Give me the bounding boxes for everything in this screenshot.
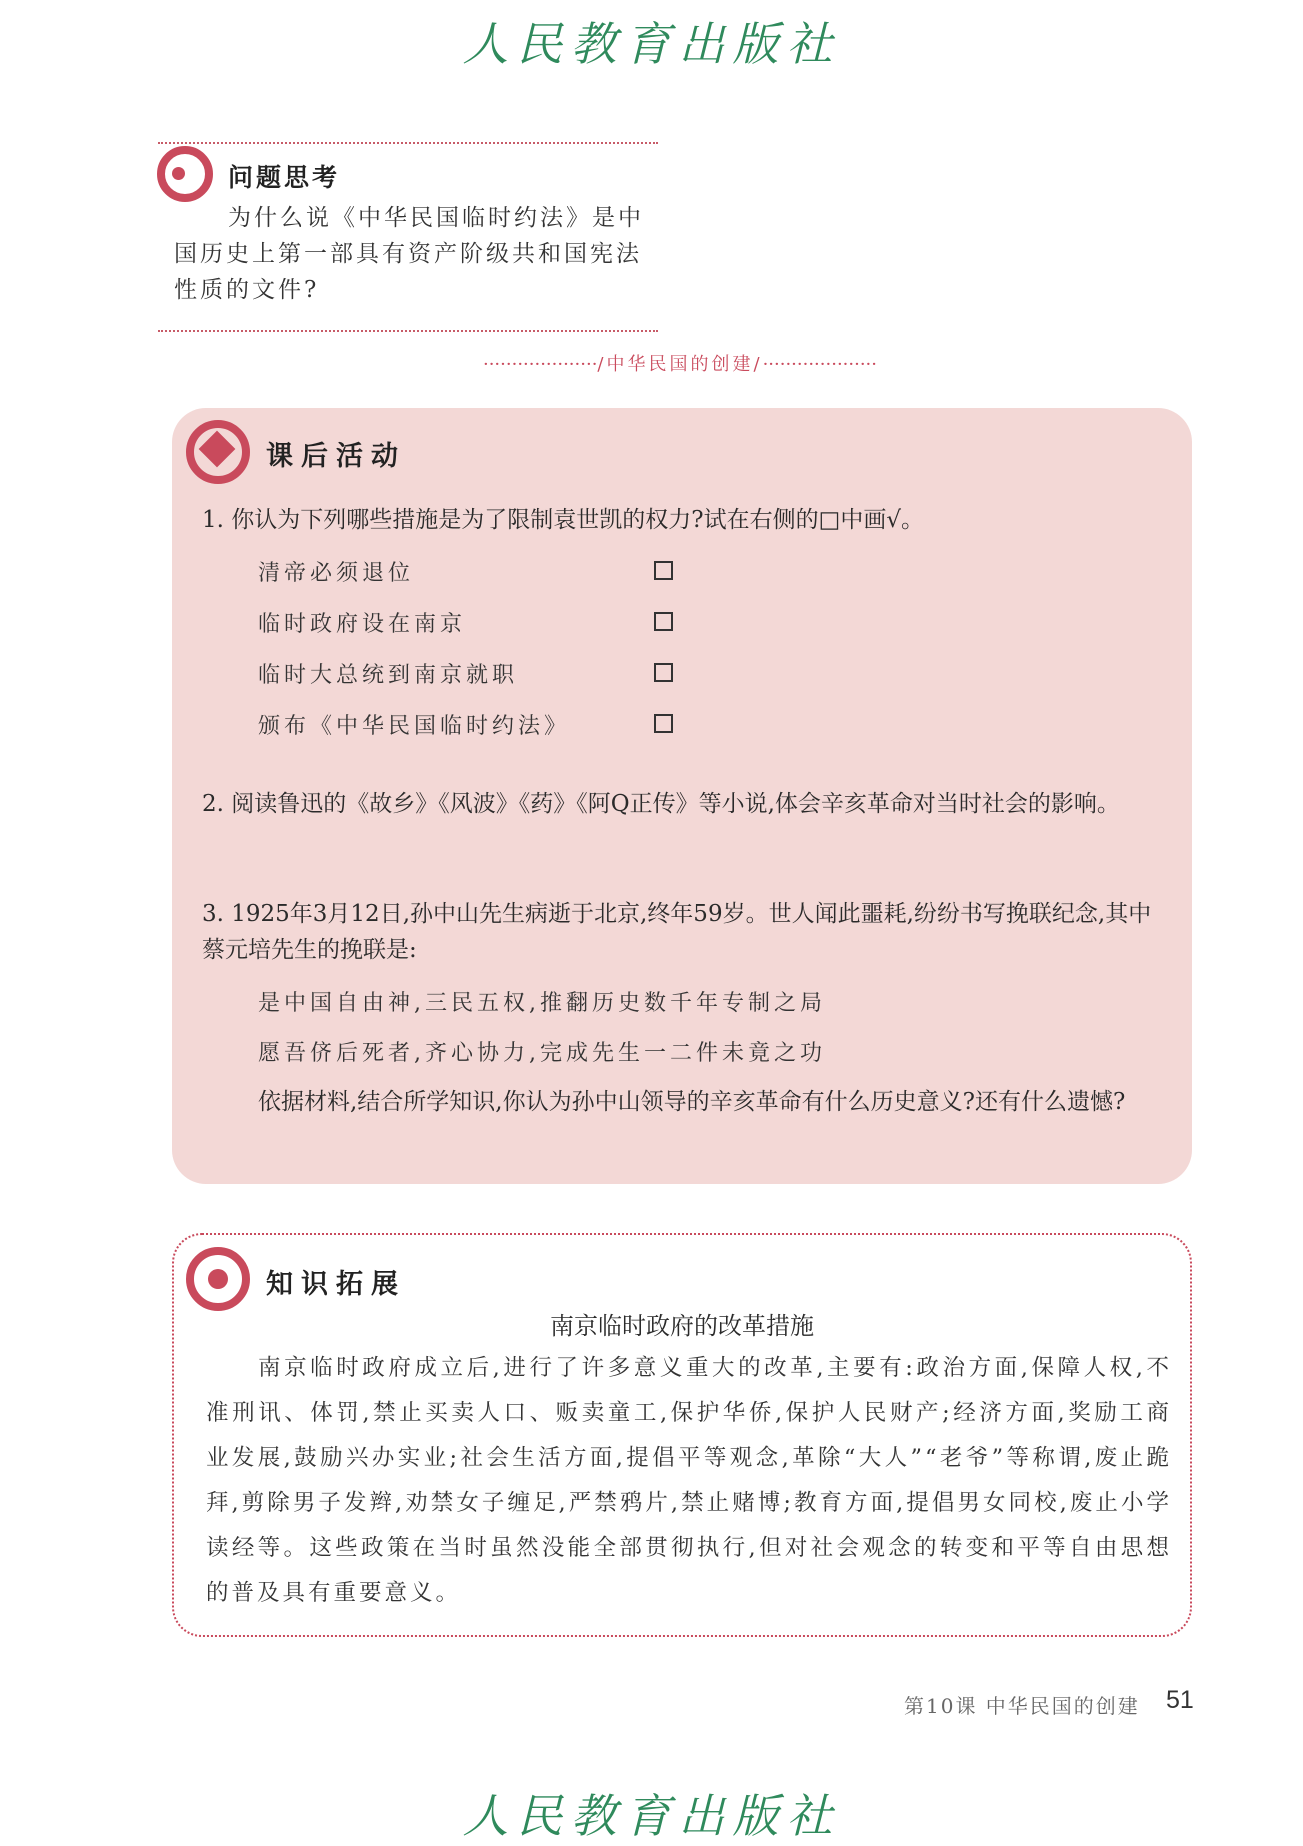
divider-dots-right: ···················· — [762, 354, 877, 375]
publisher-logo-top: 人民教育出版社 — [462, 17, 841, 71]
lesson-label: 第10课 中华民国的创建 — [904, 1694, 1140, 1718]
question-1: 1. 你认为下列哪些措施是为了限制袁世凯的权力?试在右侧的□中画√。 — [202, 507, 924, 533]
option-item: 临时政府设在南京 — [258, 612, 467, 637]
question-title: 问题思考 — [228, 163, 341, 192]
divider-dots-left: ···················· — [482, 354, 598, 375]
activity-icon — [186, 420, 250, 484]
option-checkbox[interactable] — [654, 612, 673, 631]
knowledge-subtitle: 南京临时政府的改革措施 — [550, 1312, 814, 1340]
option-checkbox[interactable] — [654, 714, 673, 733]
knowledge-icon — [186, 1247, 250, 1311]
option-item: 临时大总统到南京就职 — [258, 663, 519, 688]
section-divider — [420, 350, 940, 376]
option-checkbox[interactable] — [654, 663, 673, 682]
question-text: 为什么说《中华民国临时约法》是中国历史上第一部具有资产阶级共和国宪法性质的文件? — [174, 205, 644, 303]
knowledge-text: 南京临时政府成立后,进行了许多意义重大的改革,主要有:政治方面,保障人权,不准刑讯、体罚,禁止买卖人口、贩卖童工,保护华侨,保护人民财产;经济方面,奖励工商业发展,鼓励兴办实业;社会生活方面,提倡平等观念,革除“大人”“老爷”等称谓,废止跪拜,剪除男子发辫,劝禁女子缠足,严禁鸦片,禁止赌博;教育方面,提倡男女同校,废止小学读经等。这些政策在当时虽然没能全部贯彻执行,但对社会观念的转变和平等自由思想的普及具有重要意义。 — [206, 1355, 1172, 1606]
publisher-logo-bottom: 人民教育出版社 — [462, 1789, 841, 1843]
question-3-tail: 依据材料,结合所学知识,你认为孙中山领导的辛亥革命有什么历史意义?还有什么遗憾? — [258, 1089, 1126, 1115]
activity-title: 课后活动 — [266, 441, 406, 472]
couplet-line: 愿吾侪后死者,齐心协力,完成先生一二件未竟之功 — [258, 1041, 826, 1066]
option-checkbox[interactable] — [654, 561, 673, 580]
section-label: /中华民国的创建/ — [597, 354, 763, 375]
option-item: 颁布《中华民国临时约法》 — [258, 714, 571, 739]
question-icon — [157, 146, 213, 202]
couplet-line: 是中国自由神,三民五权,推翻历史数千年专制之局 — [258, 991, 826, 1016]
question-2: 2. 阅读鲁迅的《故乡》《风波》《药》《阿Q正传》等小说,体会辛亥革命对当时社会的影响。 — [202, 791, 1120, 817]
page-number: 51 — [1166, 1686, 1194, 1714]
option-item: 清帝必须退位 — [258, 561, 415, 586]
knowledge-title: 知识拓展 — [266, 1269, 406, 1300]
question-3: 3. 1925年3月12日,孙中山先生病逝于北京,终年59岁。世人闻此噩耗,纷纷书写挽联纪念,其中蔡元培先生的挽联是: — [202, 901, 1152, 963]
